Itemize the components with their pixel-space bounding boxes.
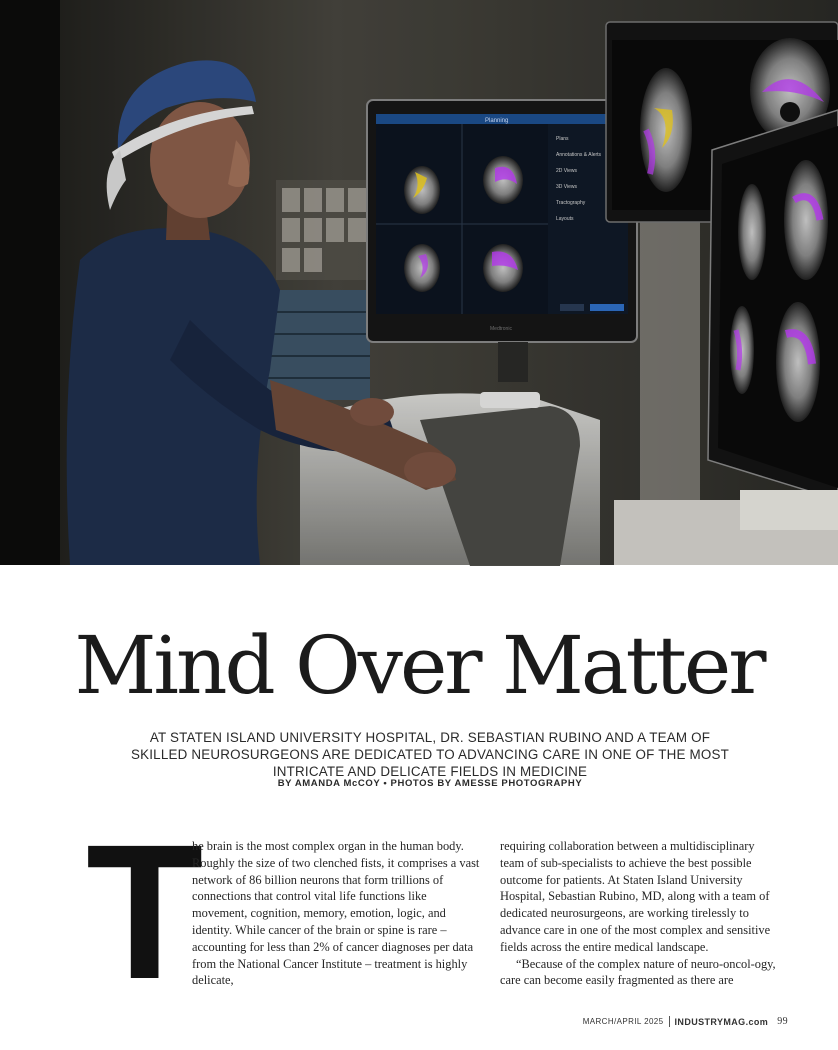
body-column-2-paragraph-1: requiring collaboration between a multidisciplinary team of sub-specialists to achieve the best possible outcome for patients. At Staten Island University Hospital, Sebastian Rubino, MD, along with a team of dedicated neurosurgeons, are working tirelessly to advance care in one of the most complex and sensitive fields across the entire medical landscape. <box>500 839 771 954</box>
svg-text:Annotations & Alerts: Annotations & Alerts <box>556 152 602 158</box>
svg-text:Layouts: Layouts <box>556 216 574 222</box>
svg-text:3D Views: 3D Views <box>556 184 578 190</box>
page-number: 99 <box>777 1016 788 1027</box>
article-headline: Mind Over Matter <box>74 619 764 712</box>
svg-text:Medtronic: Medtronic <box>490 326 512 332</box>
article-dek: AT STATEN ISLAND UNIVERSITY HOSPITAL, DR. SEBASTIAN RUBINO AND A TEAM OF SKILLED NEUROSURGEONS ARE DEDICATED TO ADVANCING CARE IN ONE OF THE MOST INTRICATE AND DELICATE FIELDS IN MEDICINE <box>131 730 729 779</box>
body-column-2-paragraph-2: “Because of the complex nature of neuro-oncol-ogy, care can become easily fragmented as there are <box>500 956 776 988</box>
svg-text:2D Views: 2D Views <box>556 168 578 174</box>
issue-date: MARCH/APRIL 2025 <box>582 1017 664 1026</box>
magazine-name: INDUSTRYMAG.com <box>674 1016 769 1027</box>
article-byline: BY AMANDA McCOY • PHOTOS BY AMESSE PHOTOGRAPHY <box>277 778 583 789</box>
page-footer <box>583 1016 788 1027</box>
footer-divider <box>669 1016 670 1027</box>
svg-text:Planning: Planning <box>485 118 509 124</box>
svg-text:Plans: Plans <box>556 136 569 142</box>
drop-cap: T <box>86 804 204 1019</box>
svg-text:Tractography: Tractography <box>556 200 586 206</box>
body-column-2 <box>500 838 780 989</box>
body-column-1: he brain is the most complex organ in the human body. Roughly the size of two clenched fists, it comprises a vast network of 86 billion neurons that form trillions of connections that control vital life functions like movement, cognition, memory, emotion, logic, and identity. While cancer of the brain or spine is rare – accounting for less than 2% of cancer diagnoses per data from the National Cancer Institute – treatment is highly delicate, <box>192 839 480 988</box>
